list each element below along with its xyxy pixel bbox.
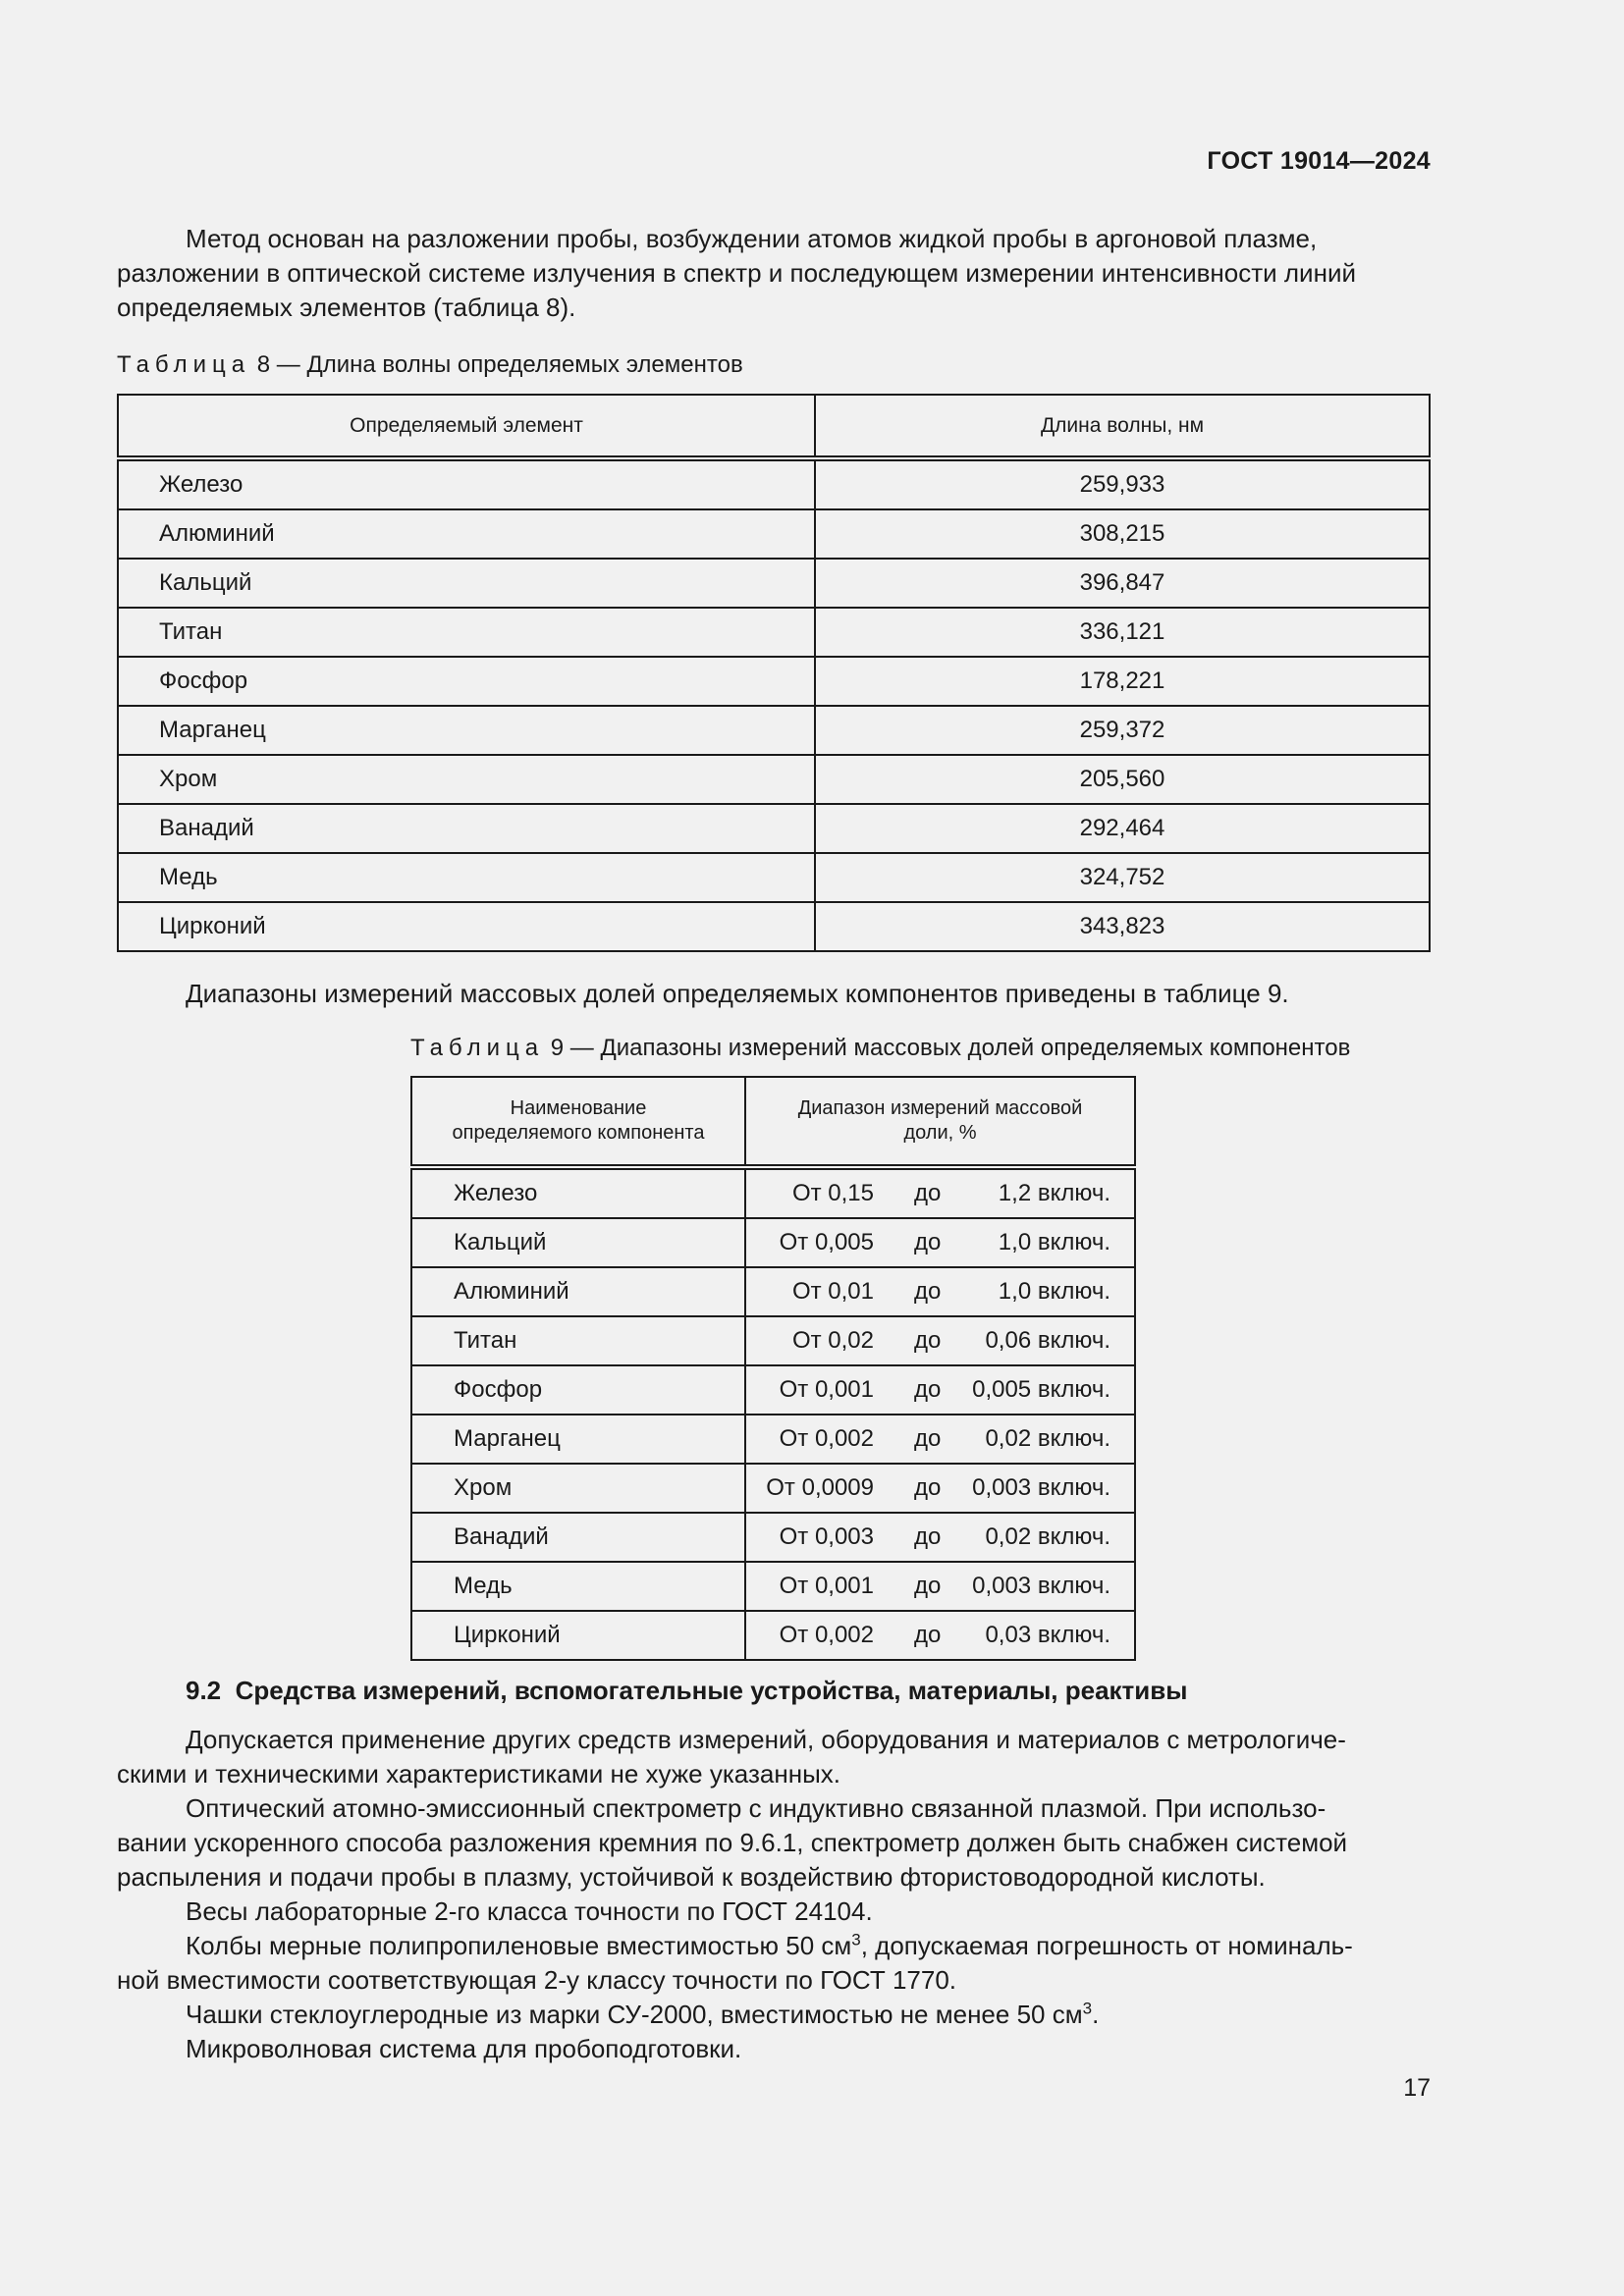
body-line <box>117 1929 1431 1963</box>
table9 <box>410 1076 1136 1661</box>
component-cell: Ванадий <box>411 1513 745 1562</box>
element-cell: Фосфор <box>118 657 815 706</box>
range-from: От 0,001 <box>779 1376 874 1403</box>
range-upper: 0,02 включ. <box>985 1523 1110 1550</box>
table-row <box>411 1464 1135 1513</box>
section-number: 9.2 <box>186 1676 222 1705</box>
table8-caption-text: 8 — Длина волны определяемых элементов <box>256 351 743 378</box>
range-upper: 1,2 включ. <box>998 1180 1110 1206</box>
between-paragraph <box>117 977 1431 1011</box>
header-line: доли, % <box>903 1122 977 1144</box>
table-row <box>118 755 1430 804</box>
page-number: 17 <box>1403 2074 1431 2102</box>
table-row <box>118 853 1430 902</box>
table8-header-wavelength: Длина волны, нм <box>815 395 1430 458</box>
body-line: скими и техническими характеристиками не хуже указанных. <box>117 1759 840 1789</box>
element-cell: Железо <box>118 458 815 509</box>
range-cell <box>745 1611 1135 1660</box>
range-to-word: до <box>914 1376 942 1403</box>
range-cell <box>745 1316 1135 1365</box>
range-to-word: до <box>914 1229 942 1255</box>
table-row <box>411 1562 1135 1611</box>
body-line: Весы лабораторные 2-го класса точности по ГОСТ 24104. <box>186 1896 873 1926</box>
table-row <box>411 1167 1135 1218</box>
section-body <box>117 1723 1431 2066</box>
wavelength-cell: 324,752 <box>815 853 1430 902</box>
range-from: От 0,003 <box>779 1523 874 1550</box>
table-row <box>411 1611 1135 1660</box>
table9-caption-text: 9 — Диапазоны измерений массовых долей определяемых компонентов <box>550 1035 1351 1061</box>
body-line: ной вместимости соответствующая 2-у классу точности по ГОСТ 1770. <box>117 1965 957 1995</box>
range-from: От 0,02 <box>791 1327 874 1354</box>
range-cell <box>745 1415 1135 1464</box>
range-to-word: до <box>914 1180 942 1206</box>
table-row <box>411 1513 1135 1562</box>
range-cell <box>745 1267 1135 1316</box>
body-text: Колбы мерные полипропиленовые вместимостью 50 см <box>186 1931 852 1960</box>
body-line: распыления и подачи пробы в плазму, устойчивой к воздействию фтористоводородной кислоты. <box>117 1862 1266 1892</box>
element-cell: Медь <box>118 853 815 902</box>
table8-caption <box>117 350 743 380</box>
range-upper: 0,03 включ. <box>985 1622 1110 1648</box>
element-cell: Цирконий <box>118 902 815 951</box>
element-cell: Кальций <box>118 559 815 608</box>
wavelength-cell: 259,933 <box>815 458 1430 509</box>
component-cell: Медь <box>411 1562 745 1611</box>
range-from: От 0,002 <box>779 1622 874 1648</box>
component-cell: Хром <box>411 1464 745 1513</box>
table-row <box>118 706 1430 755</box>
range-from: От 0,15 <box>791 1180 874 1206</box>
intro-paragraph <box>117 222 1431 325</box>
table9-header-row <box>411 1077 1135 1167</box>
component-cell: Цирконий <box>411 1611 745 1660</box>
component-cell: Железо <box>411 1167 745 1218</box>
body-text: . <box>1092 2000 1100 2029</box>
range-from: От 0,002 <box>779 1425 874 1452</box>
section-title: Средства измерений, вспомогательные устройства, материалы, реактивы <box>235 1676 1188 1705</box>
wavelength-cell: 259,372 <box>815 706 1430 755</box>
component-cell: Титан <box>411 1316 745 1365</box>
intro-line: Метод основан на разложении пробы, возбуждении атомов жидкой пробы в аргоновой плазме, <box>186 224 1318 253</box>
wavelength-cell: 336,121 <box>815 608 1430 657</box>
superscript: 3 <box>1082 1999 1093 2018</box>
body-line: Микроволновая система для пробоподготовки. <box>186 2034 742 2063</box>
header-line: Диапазон измерений массовой <box>797 1097 1083 1119</box>
table9-header-range <box>745 1077 1135 1167</box>
wavelength-cell: 205,560 <box>815 755 1430 804</box>
table8-header-row <box>118 395 1430 458</box>
range-from: От 0,01 <box>791 1278 874 1305</box>
table-row <box>118 458 1430 509</box>
table-row <box>118 559 1430 608</box>
body-text: , допускаемая погрешность от номиналь- <box>860 1931 1353 1960</box>
table8 <box>117 394 1431 952</box>
wavelength-cell: 292,464 <box>815 804 1430 853</box>
section-heading <box>186 1676 1187 1706</box>
range-upper: 1,0 включ. <box>998 1278 1110 1305</box>
table9-header-component <box>411 1077 745 1167</box>
body-line: вании ускоренного способа разложения кремния по 9.6.1, спектрометр должен быть снабжен системой <box>117 1828 1348 1857</box>
element-cell: Ванадий <box>118 804 815 853</box>
range-from: От 0,005 <box>779 1229 874 1255</box>
range-to-word: до <box>914 1474 942 1501</box>
table-row <box>118 509 1430 559</box>
wavelength-cell: 343,823 <box>815 902 1430 951</box>
range-upper: 0,003 включ. <box>972 1573 1110 1599</box>
document-code: ГОСТ 19014—2024 <box>1207 147 1431 175</box>
range-cell <box>745 1562 1135 1611</box>
range-to-word: до <box>914 1278 942 1305</box>
range-cell <box>745 1464 1135 1513</box>
component-cell: Алюминий <box>411 1267 745 1316</box>
table-row <box>411 1316 1135 1365</box>
table-row <box>411 1415 1135 1464</box>
wavelength-cell: 396,847 <box>815 559 1430 608</box>
range-to-word: до <box>914 1327 942 1354</box>
table-row <box>411 1267 1135 1316</box>
range-to-word: до <box>914 1523 942 1550</box>
component-cell: Фосфор <box>411 1365 745 1415</box>
table9-caption <box>410 1034 1350 1063</box>
range-from: От 0,001 <box>779 1573 874 1599</box>
element-cell: Титан <box>118 608 815 657</box>
wavelength-cell: 308,215 <box>815 509 1430 559</box>
range-upper: 0,02 включ. <box>985 1425 1110 1452</box>
table-row <box>118 657 1430 706</box>
table-row <box>118 608 1430 657</box>
intro-line: разложении в оптической системе излучения в спектр и последующем измерении интенсивности линий <box>117 258 1356 288</box>
range-upper: 0,005 включ. <box>972 1376 1110 1403</box>
range-cell <box>745 1365 1135 1415</box>
header-line: Наименование <box>510 1097 647 1119</box>
component-cell: Марганец <box>411 1415 745 1464</box>
element-cell: Марганец <box>118 706 815 755</box>
range-upper: 1,0 включ. <box>998 1229 1110 1255</box>
table-row <box>118 804 1430 853</box>
body-line: Оптический атомно-эмиссионный спектрометр с индуктивно связанной плазмой. При использо- <box>186 1793 1326 1823</box>
superscript: 3 <box>851 1930 861 1949</box>
range-upper: 0,06 включ. <box>985 1327 1110 1354</box>
body-line <box>117 1998 1431 2032</box>
range-to-word: до <box>914 1573 942 1599</box>
header-line: определяемого компонента <box>452 1122 705 1144</box>
table-row <box>118 902 1430 951</box>
component-cell: Кальций <box>411 1218 745 1267</box>
intro-line: определяемых элементов (таблица 8). <box>117 293 576 322</box>
body-text: Чашки стеклоуглеродные из марки СУ-2000, вместимостью не менее 50 см <box>186 2000 1083 2029</box>
range-from: От 0,0009 <box>766 1474 874 1501</box>
table-row <box>411 1365 1135 1415</box>
between-line: Диапазоны измерений массовых долей определяемых компонентов приведены в таблице 9. <box>186 979 1289 1008</box>
range-to-word: до <box>914 1622 942 1648</box>
table-row <box>411 1218 1135 1267</box>
range-cell <box>745 1513 1135 1562</box>
range-to-word: до <box>914 1425 942 1452</box>
range-upper: 0,003 включ. <box>972 1474 1110 1501</box>
body-line: Допускается применение других средств измерений, оборудования и материалов с метрологиче- <box>186 1725 1346 1754</box>
table9-caption-word: Таблица <box>410 1035 545 1061</box>
element-cell: Хром <box>118 755 815 804</box>
range-cell <box>745 1167 1135 1218</box>
wavelength-cell: 178,221 <box>815 657 1430 706</box>
element-cell: Алюминий <box>118 509 815 559</box>
table8-header-element: Определяемый элемент <box>118 395 815 458</box>
range-cell <box>745 1218 1135 1267</box>
table8-caption-word: Таблица <box>117 351 251 378</box>
